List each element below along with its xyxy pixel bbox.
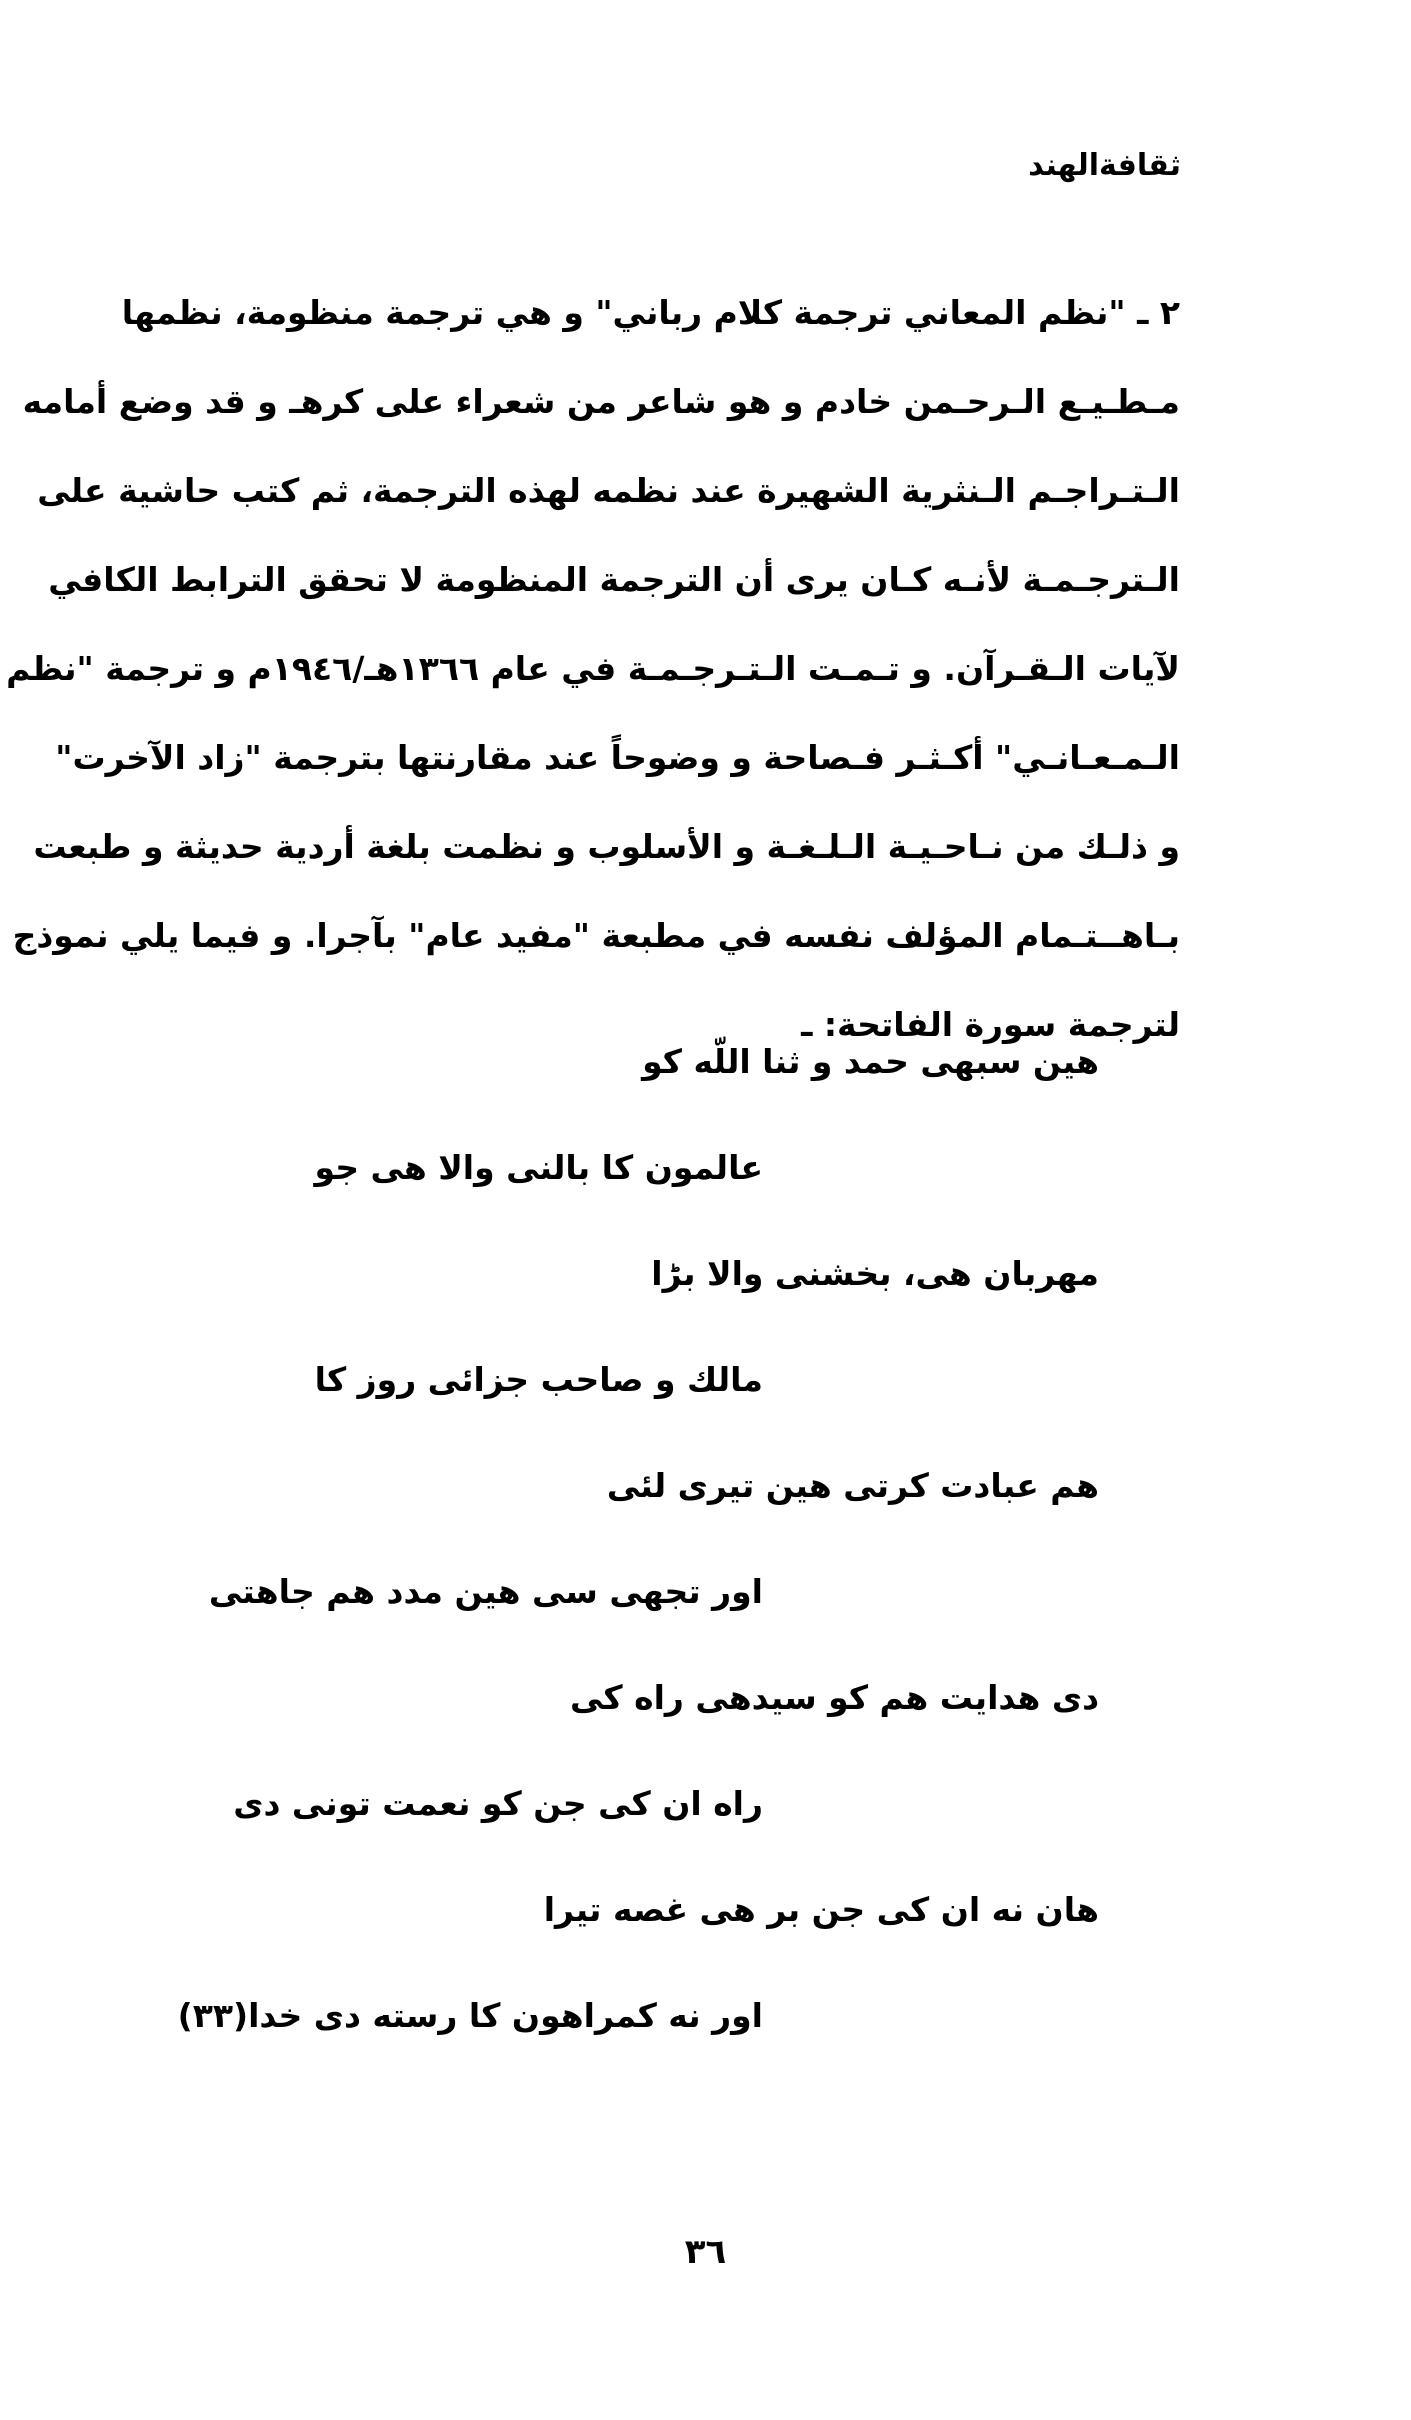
paragraph-line: ٢ ـ "نظم المعاني ترجمة كلام رباني" و هي ترجمة منظومة، نظمها	[121, 293, 1180, 332]
verse-line: اور تجهى سى هين مدد هم جاهتى	[208, 1572, 763, 1611]
paragraph-line: مـطـيـع الـرحـمن خادم و هو شاعر من شعراء على كرهـ و قد وضع أمامه	[22, 382, 1180, 421]
body-paragraph	[6, 268, 1180, 1069]
page-number: ٣٦	[684, 2232, 727, 2272]
verse-line: هان نه ان كى جن بر هى غصه تيرا	[543, 1890, 1099, 1929]
verse-line: مهربان هى، بخشنى والا بڑا	[651, 1254, 1099, 1293]
verse-line: مالك و صاحب جزائى روز كا	[314, 1360, 763, 1399]
verse-line: دى هدايت هم كو سيدهى راه كى	[570, 1678, 1099, 1717]
paragraph-line: الـمـعـانـي" أكـثـر فـصاحة و وضوحاً عند مقارنتها بترجمة "زاد الآخرت"	[55, 738, 1180, 777]
paragraph-line: الـترجـمـة لأنـه كـان يرى أن الترجمة المنظومة لا تحقق الترابط الكافي	[48, 560, 1180, 599]
verse-line: راه ان كى جن كو نعمت تونى دى	[233, 1784, 763, 1823]
verse-line: اور نه كمراهون كا رسته دى خدا(٣٣)	[177, 1996, 763, 2035]
paragraph-line: الـتـراجـم الـنثرية الشهيرة عند نظمه لهذه الترجمة، ثم كتب حاشية على	[37, 471, 1180, 510]
paragraph-line: و ذلـك من نـاحـيـة الـلـغـة و الأسلوب و نظمت بلغة أردية حديثة و طبعت	[33, 827, 1180, 866]
running-header: ثقافةالهند	[1028, 148, 1181, 183]
verse-line: هين سبهى حمد و ثنا اللّه كو	[642, 1042, 1099, 1081]
paragraph-line: بـاهــتـمام المؤلف نفسه في مطبعة "مفيد عام" بآجرا. و فيما يلي نموذج	[12, 916, 1180, 955]
paragraph-line: لترجمة سورة الفاتحة: ـ	[801, 1005, 1180, 1044]
verse-line: عالمون كا بالنى والا هى جو	[314, 1148, 763, 1187]
verse-line: هم عبادت كرتى هين تيرى لئى	[606, 1466, 1099, 1505]
paragraph-line: لآيات الـقـرآن. و تـمـت الـتـرجـمـة في عام ١٣٦٦هـ/١٩٤٦م و ترجمة "نظم	[6, 649, 1180, 688]
